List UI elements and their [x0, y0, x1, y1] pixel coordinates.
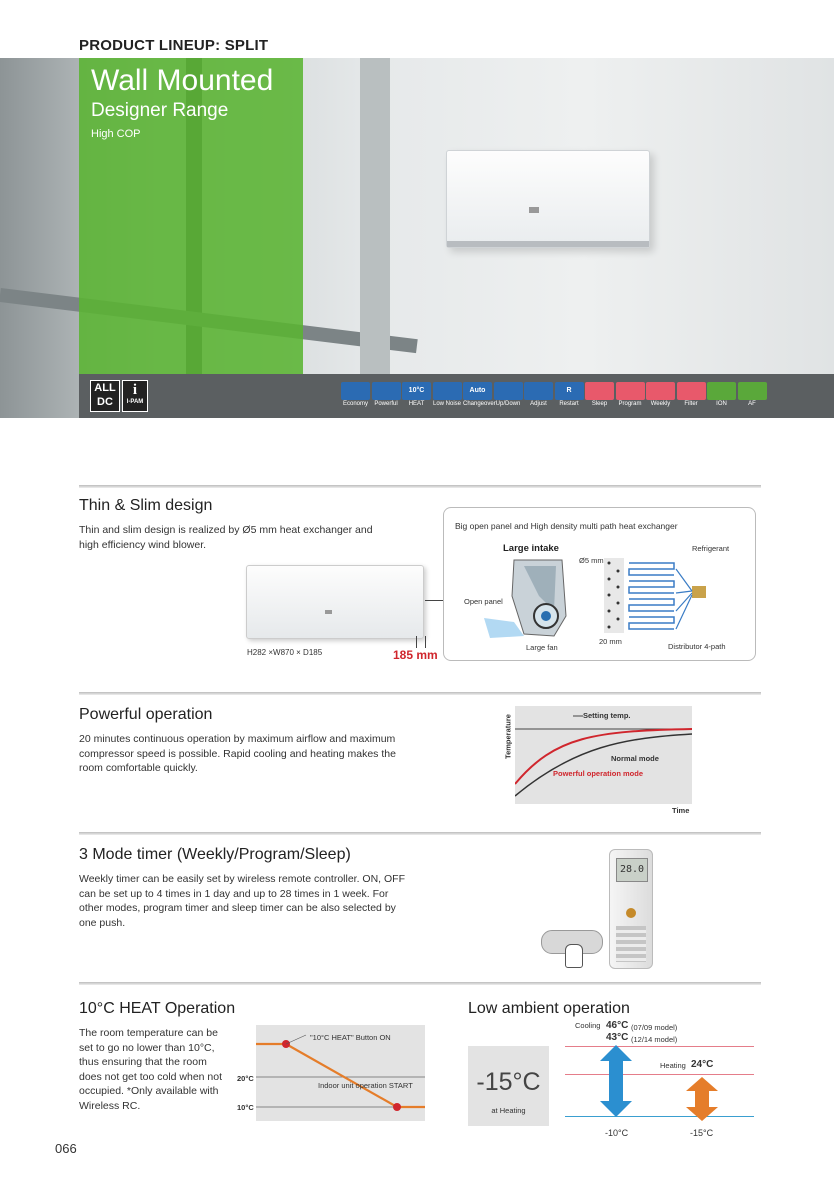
depth-marker-left: [416, 636, 417, 648]
feature-icon-bar: [79, 374, 834, 418]
cooling-43-note: (12/14 model): [631, 1035, 678, 1044]
powerful-mode-label: Powerful operation mode: [553, 769, 644, 778]
operation-start-label: Indoor unit operation START: [318, 1081, 413, 1090]
feature-label: Up/Down: [495, 401, 521, 407]
remote-buttons: [616, 926, 646, 962]
large-fan-label: Large fan: [526, 643, 558, 652]
cooling-range-arrow: [598, 1045, 634, 1117]
feature-powerful-icon: [372, 382, 401, 410]
window-frame: [360, 58, 390, 378]
feature-icon-graphic: [646, 382, 675, 400]
brand-logo: [529, 207, 539, 213]
lowamb-title: Low ambient operation: [468, 1000, 630, 1017]
large-intake-label: Large intake: [503, 543, 559, 554]
feature-label: Program: [618, 401, 642, 407]
feature-sleep-icon: [585, 382, 614, 410]
unit-front-image: [246, 565, 424, 639]
box-title: Big open panel and High density multi path heat exchanger: [455, 521, 678, 531]
cooling-label: Cooling: [575, 1021, 601, 1030]
feature-icon-graphic: [372, 382, 401, 400]
lowamb-big-panel: [468, 1046, 549, 1126]
refrigerant-label: Refrigerant: [692, 544, 730, 553]
feature-icon-graphic: R: [555, 382, 584, 400]
feature-low-noise-icon: [433, 382, 462, 410]
feature-label: HEAT: [408, 401, 425, 407]
powerful-chart-curves: [515, 706, 692, 804]
line-43: [565, 1046, 754, 1047]
section-divider: [79, 982, 761, 985]
button-on-label: "10°C HEAT" Button ON: [310, 1033, 391, 1042]
callout-line: [425, 600, 443, 601]
air-conditioner-image: [446, 150, 650, 248]
thin-title: Thin & Slim design: [79, 497, 213, 514]
feature-label: AF: [748, 401, 756, 407]
lowamb-big-sub: at Heating: [491, 1106, 526, 1115]
feature-program-icon: [616, 382, 645, 410]
badge-ipam-text: I-PAM: [126, 399, 144, 405]
powerful-text: 20 minutes continuous operation by maximum airflow and maximum compressor speed is possible. Rapid cooling and heating makes the room comfortable quickly.: [79, 733, 396, 774]
unit-dimensions: H282 ×W870 × D185: [247, 648, 323, 657]
cooling-43: 43°C: [606, 1032, 629, 1043]
remote-power-button: [626, 908, 636, 918]
feature-adjust-icon: [524, 382, 553, 410]
feature-icon-graphic: [738, 382, 767, 400]
open-panel-label: Open panel: [464, 597, 503, 606]
feature-icon-graphic: [433, 382, 462, 400]
feature-ion-icon: [707, 382, 736, 410]
line-minus: [565, 1116, 754, 1117]
feature-label: Filter: [684, 401, 698, 407]
feature-label: Changeover: [463, 401, 496, 407]
all-dc-badge: [90, 380, 120, 412]
distributor-label: Distributor 4-path: [668, 642, 726, 651]
page-number: 066: [55, 1141, 77, 1156]
feature-restart-icon: [555, 382, 584, 410]
temp-20-label: 20°C: [237, 1074, 254, 1083]
heating-label: Heating: [660, 1061, 686, 1070]
hero-title-panel: [79, 58, 303, 374]
product-subtitle: Designer Range: [91, 100, 229, 121]
feature-icon-graphic: [707, 382, 736, 400]
temp-10-label: 10°C: [237, 1103, 254, 1112]
x-axis-label: Time: [672, 806, 690, 815]
feature-icon-graphic: [616, 382, 645, 400]
feature-label: Sleep: [591, 401, 608, 407]
cooling-46-note: (07/09 model): [631, 1023, 678, 1032]
feature-icon-graphic: [494, 382, 523, 400]
product-tag: High COP: [91, 128, 141, 140]
pitch-label: 20 mm: [599, 637, 622, 646]
feature-label: ION: [716, 401, 727, 407]
y-axis-label: Temperature: [503, 714, 513, 759]
thin-text: Thin and slim design is realized by Ø5 mm heat exchanger and high efficiency wind blower.: [79, 524, 373, 551]
feature-weekly-icon: [646, 382, 675, 410]
feature-filter-icon: [677, 382, 706, 410]
setting-temp-label: Setting temp.: [583, 711, 631, 720]
depth-marker-right: [425, 636, 426, 648]
pipe-diameter-label: Ø5 mm: [579, 556, 604, 565]
feature-icon-graphic: 10°C: [402, 382, 431, 400]
section-divider: [79, 485, 761, 488]
feature-up-down-icon: [494, 382, 523, 410]
feature-icon-graphic: [585, 382, 614, 400]
cooling-46: 46°C: [606, 1020, 629, 1031]
feature-label: Powerful: [374, 401, 398, 407]
feature-label: Low Noise: [432, 401, 461, 407]
remote-controller-image: [609, 849, 653, 969]
heat10-text: The room temperature can be set to go no lower than 10°C, thus ensuring that the room does not get too cold when not occupied. *Only available with Wireless RC.: [79, 1027, 223, 1112]
min-cooling-label: -10°C: [605, 1128, 629, 1138]
line-24: [565, 1074, 754, 1075]
finger-press-icon: [565, 944, 583, 968]
feature-icon-graphic: [341, 382, 370, 400]
timer-title: 3 Mode timer (Weekly/Program/Sleep): [79, 846, 351, 863]
feature-changeover-icon: [463, 382, 496, 410]
section-divider: [79, 692, 761, 695]
min-heating-label: -15°C: [690, 1128, 714, 1138]
feature-label: Adjust: [530, 401, 547, 407]
badge-i-text: i: [132, 382, 138, 398]
feature-label: Restart: [559, 401, 579, 407]
badge-all-text: ALL: [94, 382, 116, 394]
feature-label: Weekly: [650, 401, 671, 407]
heating-range-arrow: [684, 1077, 720, 1121]
normal-mode-label: Normal mode: [611, 754, 659, 763]
feature-icon-graphic: [677, 382, 706, 400]
heating-24: 24°C: [691, 1059, 714, 1070]
powerful-chart: [515, 706, 692, 804]
i-pam-badge: [122, 380, 148, 412]
feature-heat-icon: [402, 382, 431, 410]
page-section-title: PRODUCT LINEUP: SPLIT: [79, 37, 269, 54]
product-title: Wall Mounted: [91, 64, 274, 97]
section-divider: [79, 832, 761, 835]
heat10-title: 10°C HEAT Operation: [79, 1000, 236, 1017]
feature-economy-icon: [341, 382, 370, 410]
y-axis-label-wrap: [502, 714, 514, 764]
feature-icon-graphic: [524, 382, 553, 400]
feature-icon-graphic: Auto: [463, 382, 492, 400]
air-outlet: [447, 241, 649, 247]
exchanger-diagram: [604, 553, 714, 633]
heat10-chart: [256, 1025, 425, 1121]
feature-label: Economy: [342, 401, 368, 407]
unit-depth: 185 mm: [393, 648, 438, 662]
unit-logo: [325, 610, 332, 614]
heat-exchanger-box: [443, 507, 756, 661]
feature-af-icon: [738, 382, 767, 410]
powerful-title: Powerful operation: [79, 706, 213, 723]
timer-text: Weekly timer can be easily set by wireless remote controller. ON, OFF can be set up to 4 times in 1 day and up to 28 times in 1 week. For other modes, program timer and sleep timer can be also selected by one push.: [79, 873, 405, 929]
badge-dc-text: DC: [97, 396, 113, 408]
lowamb-big-value: -15°C: [476, 1068, 541, 1096]
remote-display: 28.0: [616, 858, 648, 882]
